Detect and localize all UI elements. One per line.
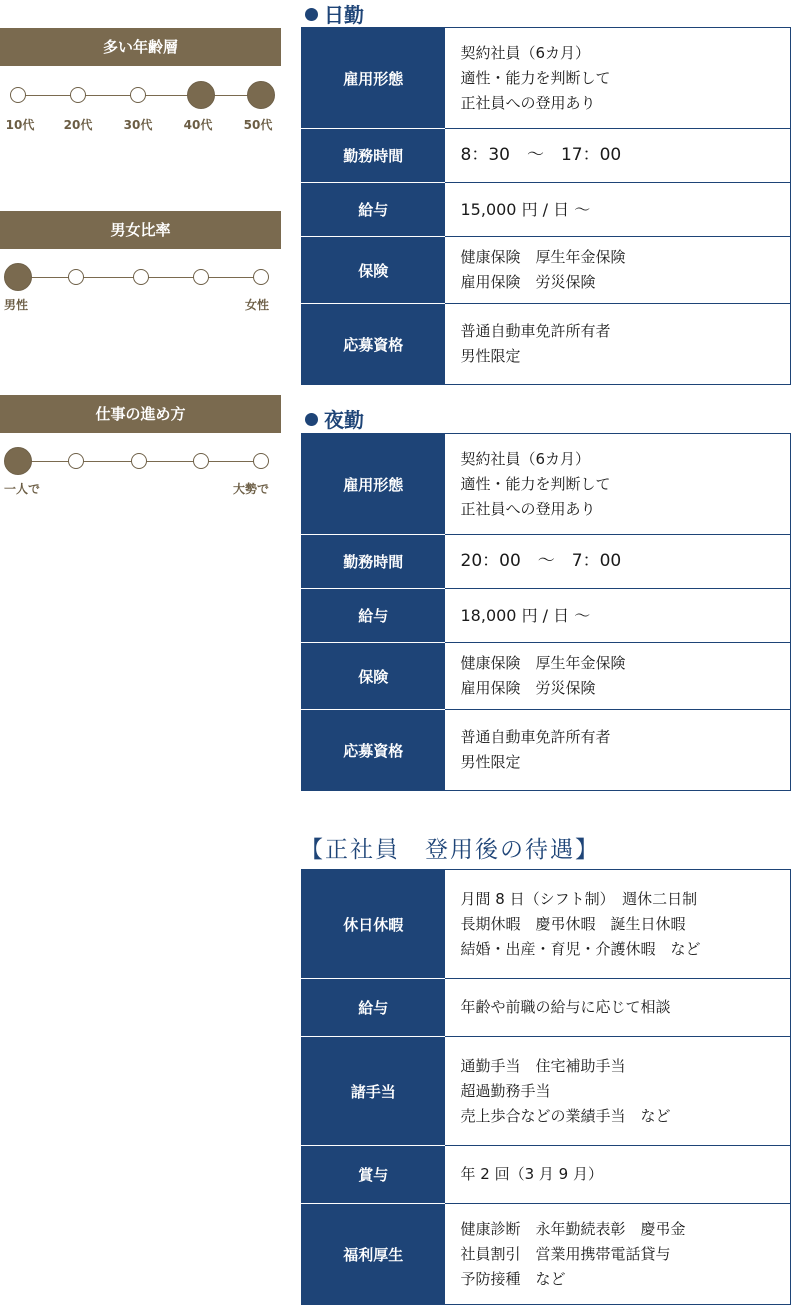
row-key: 給与: [302, 979, 445, 1037]
workstyle-dot-1: [4, 447, 32, 475]
row-key: 保険: [302, 643, 445, 710]
gender-dot-5: [253, 269, 269, 285]
gender-scale-title: 男女比率: [0, 211, 281, 249]
workstyle-dot-5: [253, 453, 269, 469]
table-row: [302, 589, 791, 643]
day-shift-table: [301, 27, 791, 385]
table-row: [302, 129, 791, 183]
day-shift-heading: [305, 0, 364, 28]
table-row: [302, 28, 791, 129]
age-dot-40s: [187, 81, 215, 109]
row-value: 15,000 円 / 日 ～: [445, 183, 791, 237]
age-dot-30s: [130, 87, 146, 103]
row-value: 契約社員（6カ月） 適性・能力を判断して 正社員への登用あり: [445, 434, 791, 535]
workstyle-dot-2: [68, 453, 84, 469]
row-key: 給与: [302, 183, 445, 237]
row-key: 勤務時間: [302, 535, 445, 589]
gender-scale-labels: [0, 296, 281, 314]
gender-scale-line: [0, 262, 281, 292]
row-value: 年 2 回（3 月 9 月）: [445, 1146, 791, 1204]
row-value: 普通自動車免許所有者 男性限定: [445, 304, 791, 385]
workstyle-dot-4: [193, 453, 209, 469]
table-row: [302, 304, 791, 385]
age-label-30s: 30代: [123, 118, 153, 132]
age-dot-10s: [10, 87, 26, 103]
workstyle-scale: [0, 395, 281, 498]
age-dot-50s: [247, 81, 275, 109]
age-scale-title: 多い年齢層: [0, 28, 281, 66]
gender-label-female: 女性: [244, 298, 269, 312]
gender-dot-1: [4, 263, 32, 291]
fulltime-heading: 【正社員 登用後の待遇】: [300, 837, 600, 863]
age-scale-line: [0, 80, 281, 110]
age-label-40s: 40代: [183, 118, 213, 132]
row-key: 雇用形態: [302, 28, 445, 129]
row-value: 18,000 円 / 日 ～: [445, 589, 791, 643]
table-row: [302, 1204, 791, 1305]
table-row: [302, 237, 791, 304]
workstyle-label-alone: 一人で: [4, 482, 41, 496]
age-scale: [0, 28, 281, 134]
day-shift-heading-text: 日勤: [324, 3, 364, 27]
row-key: 雇用形態: [302, 434, 445, 535]
row-value: 年齢や前職の給与に応じて相談: [445, 979, 791, 1037]
row-key: 勤務時間: [302, 129, 445, 183]
gender-dot-3: [133, 269, 149, 285]
row-value: 月間 8 日（シフト制） 週休二日制 長期休暇 慶弔休暇 誕生日休暇 結婚・出産・育児・介護休暇 など: [445, 870, 791, 979]
night-shift-table: [301, 433, 791, 791]
row-key: 賞与: [302, 1146, 445, 1204]
row-key: 福利厚生: [302, 1204, 445, 1305]
row-value: 20：00 ～ 7：00: [445, 535, 791, 589]
row-value: 健康保険 厚生年金保険 雇用保険 労災保険: [445, 643, 791, 710]
workstyle-label-team: 大勢で: [232, 482, 269, 496]
age-label-50s: 50代: [243, 118, 273, 132]
workstyle-scale-title: 仕事の進め方: [0, 395, 281, 433]
table-row: [302, 979, 791, 1037]
bullet-icon: [305, 413, 318, 426]
row-value: 契約社員（6カ月） 適性・能力を判断して 正社員への登用あり: [445, 28, 791, 129]
gender-label-male: 男性: [4, 298, 29, 312]
workstyle-scale-labels: [0, 480, 281, 498]
table-row: [302, 535, 791, 589]
row-value: 通勤手当 住宅補助手当 超過勤務手当 売上歩合などの業績手当 など: [445, 1037, 791, 1146]
bullet-icon: [305, 8, 318, 21]
row-value: 健康診断 永年勤続表彰 慶弔金 社員割引 営業用携帯電話貸与 予防接種 など: [445, 1204, 791, 1305]
age-label-10s: 10代: [5, 118, 35, 132]
row-key: 応募資格: [302, 710, 445, 791]
night-shift-heading-text: 夜勤: [324, 408, 364, 432]
row-key: 休日休暇: [302, 870, 445, 979]
workstyle-dot-3: [131, 453, 147, 469]
row-value: 普通自動車免許所有者 男性限定: [445, 710, 791, 791]
gender-scale: [0, 211, 281, 314]
night-shift-heading: [305, 404, 364, 433]
row-key: 諸手当: [302, 1037, 445, 1146]
row-value: 8：30 ～ 17：00: [445, 129, 791, 183]
gender-dot-4: [193, 269, 209, 285]
row-key: 保険: [302, 237, 445, 304]
age-dot-20s: [70, 87, 86, 103]
workstyle-scale-line: [0, 446, 281, 476]
table-row: [302, 434, 791, 535]
row-value: 健康保険 厚生年金保険 雇用保険 労災保険: [445, 237, 791, 304]
gender-dot-2: [68, 269, 84, 285]
table-row: [302, 870, 791, 979]
table-row: [302, 710, 791, 791]
fulltime-table: [301, 869, 791, 1305]
table-row: [302, 183, 791, 237]
age-scale-labels: [0, 116, 281, 134]
table-row: [302, 1146, 791, 1204]
table-row: [302, 1037, 791, 1146]
age-label-20s: 20代: [63, 118, 93, 132]
table-row: [302, 643, 791, 710]
row-key: 給与: [302, 589, 445, 643]
row-key: 応募資格: [302, 304, 445, 385]
